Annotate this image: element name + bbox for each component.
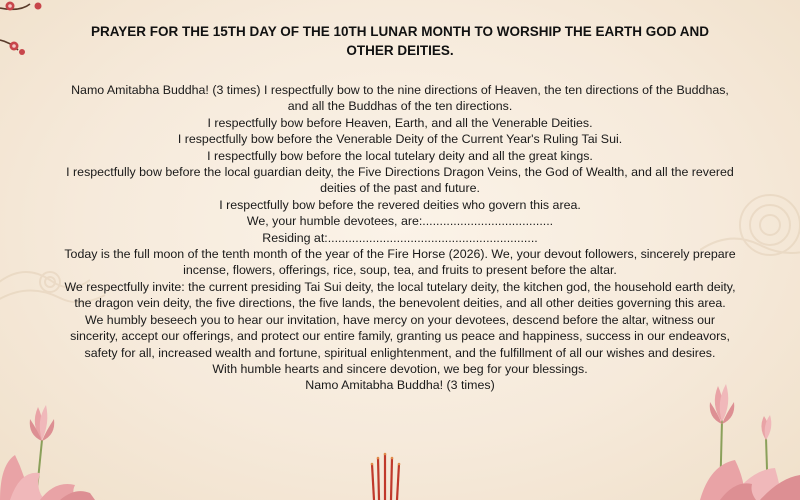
prayer-paragraph: We respectfully invite: the current presiding Tai Sui deity, the local tutelary deity, the kitchen god, the household earth deity, the dragon vein deity, the five directions, the five lands, the benevolent deities, and all other deities governing this area.	[64, 279, 736, 311]
prayer-paragraph: I respectfully bow before the revered deities who govern this area.	[219, 197, 581, 212]
prayer-paragraph: Namo Amitabha Buddha! (3 times)	[305, 378, 495, 393]
prayer-paragraph: I respectfully bow before Heaven, Earth, and all the Venerable Deities.	[207, 115, 593, 130]
prayer-paragraph: Today is the full moon of the tenth month of the year of the Fire Horse (2026). We, your devout followers, sincerely prepare incense, flowers, offerings, rice, soup, tea, and fruits to present before the altar.	[64, 247, 736, 278]
lotus-flowers-icon	[0, 395, 110, 500]
prayer-paragraph: We humbly beseech you to hear our invitation, have mercy on your devotees, descend before the altar, witness our sincerity, accept our offerings, and protect our entire family, granting us peace and happiness, success in our endeavors, safety for all, increased wealth and fortune, spiritual enlightenment, and the fulfillment of all our wishes and desires.	[70, 312, 730, 360]
residence-line: Residing at:.............................................................	[262, 230, 538, 245]
prayer-paragraph: With humble hearts and sincere devotion, we beg for your blessings.	[212, 361, 588, 376]
page-title: PRAYER FOR THE 15TH DAY OF THE 10TH LUNAR MONTH TO WORSHIP THE EARTH GOD AND OTHER DEITIES.	[90, 24, 710, 58]
devotee-name-line: We, your humble devotees, are:......................................	[246, 214, 554, 229]
prayer-paragraph: I respectfully bow before the local tutelary deity and all the great kings.	[207, 148, 593, 163]
prayer-paragraph: I respectfully bow before the local guardian deity, the Five Directions Dragon Veins, the God of Wealth, and all the revered deities of the past and future.	[66, 165, 734, 196]
incense-sticks-icon	[362, 452, 410, 500]
prayer-body	[60, 82, 740, 394]
prayer-paragraph: I respectfully bow before the Venerable Deity of the Current Year's Ruling Tai Sui.	[177, 132, 623, 147]
plum-blossom-branch-icon	[0, 0, 70, 70]
lotus-flowers-icon	[690, 380, 800, 500]
prayer-paragraph: Namo Amitabha Buddha! (3 times) I respectfully bow to the nine directions of Heaven, the ten directions of the Buddhas, and all the Buddhas of the ten directions.	[71, 83, 729, 114]
